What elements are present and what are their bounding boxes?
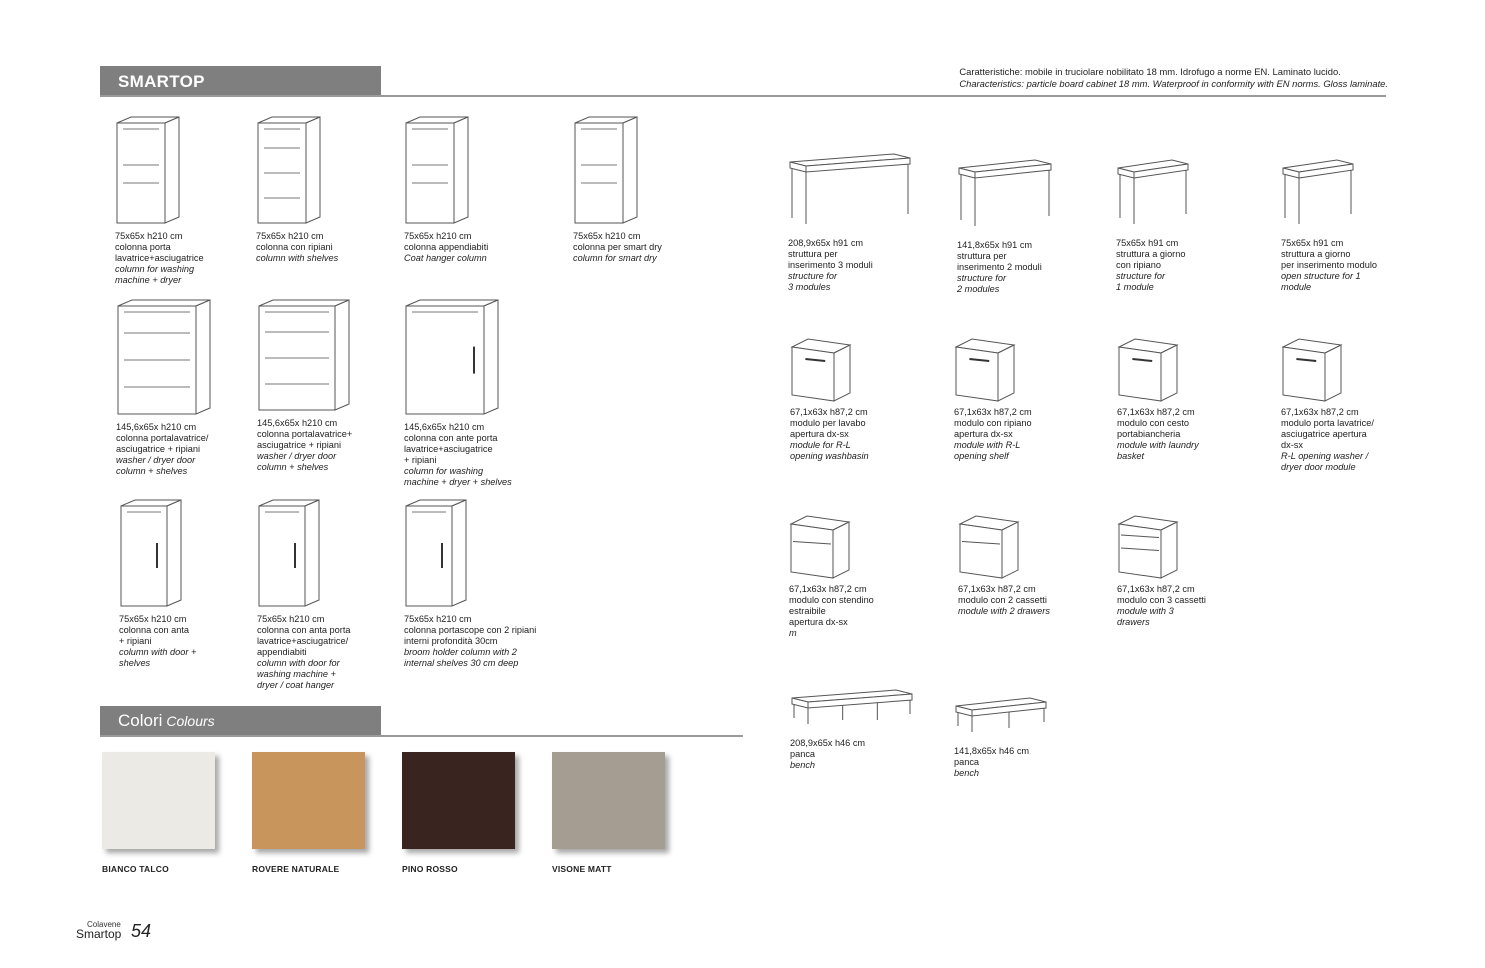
product-drawing: [1281, 337, 1411, 403]
item-name-en: module with laundry: [1117, 440, 1199, 450]
item-name-en: R-L opening washer /: [1281, 451, 1369, 461]
item-name-it: per inserimento modulo: [1281, 260, 1378, 270]
item-name-en: column for smart dry: [573, 253, 657, 263]
item-name-it: lavatrice+asciugatrice/: [257, 636, 349, 646]
item-name-en: column with door +: [119, 647, 197, 657]
spec-english: Characteristics: particle board cabinet 18 mm. Waterproof in conformity with EN norms. Gloss laminate.: [959, 78, 1388, 89]
item-name-it: modulo con ripiano: [954, 418, 1032, 428]
item-name-en: washer / dryer door: [116, 455, 196, 465]
item-name-it: panca: [790, 749, 816, 759]
item-name-en: 1 module: [1116, 282, 1154, 292]
item-dimensions: 67,1x63x h87,2 cm: [1117, 407, 1195, 417]
item-name-it: panca: [954, 757, 980, 767]
item-name-en: module for R-L: [790, 440, 851, 450]
item-name-it: con ripiano: [1116, 260, 1161, 270]
item-name-it: modulo con 2 cassetti: [958, 595, 1047, 605]
item-name-en: machine + dryer: [115, 275, 182, 285]
item-name-en: shelves: [119, 658, 151, 668]
item-name-en: structure for: [957, 273, 1007, 283]
product-item: [1281, 337, 1411, 473]
item-dimensions: 75x65x h91 cm: [1116, 238, 1179, 248]
product-item: [116, 298, 256, 477]
item-dimensions: 75x65x h91 cm: [1281, 238, 1344, 248]
item-name-it: apertura dx-sx: [790, 429, 849, 439]
item-name-en: internal shelves 30 cm deep: [404, 658, 519, 668]
item-name-it: inserimento 3 moduli: [788, 260, 873, 270]
spec-italian: Caratteristiche: mobile in truciolare nobilitato 18 mm. Idrofugo a norme EN. Laminato lucido.: [959, 66, 1341, 77]
product-item: [954, 692, 1094, 779]
item-name-it: asciugatrice + ripiani: [116, 444, 201, 454]
page-title: SMARTOP: [118, 72, 205, 91]
item-name-it: colonna portalavatrice/: [116, 433, 209, 443]
product-drawing: [573, 115, 703, 227]
item-name-en: machine + dryer + shelves: [404, 477, 512, 487]
item-name-en: basket: [1117, 451, 1145, 461]
item-name-en: column for washing: [404, 466, 484, 476]
item-name-it: appendiabiti: [257, 647, 307, 657]
colours-title-it: Colori: [118, 711, 163, 730]
item-name-it: apertura dx-sx: [789, 617, 848, 627]
item-dimensions: 141,8x65x h91 cm: [957, 240, 1033, 250]
item-name-it: colonna per smart dry: [573, 242, 662, 252]
item-name-en: column with door for: [257, 658, 340, 668]
product-drawing: [789, 514, 919, 580]
item-dimensions: 75x65x h210 cm: [115, 231, 183, 241]
item-name-en: structure for: [788, 271, 838, 281]
product-drawing: [404, 115, 534, 227]
product-drawing: [257, 498, 387, 610]
item-name-en: structure for: [1116, 271, 1166, 281]
product-drawing: [790, 337, 920, 403]
item-name-it: lavatrice+asciugatrice: [404, 444, 493, 454]
item-name-en: module with 3: [1117, 606, 1174, 616]
item-name-en: open structure for 1: [1281, 271, 1361, 281]
item-name-en: washer / dryer door: [257, 451, 337, 461]
product-drawing: [404, 298, 554, 418]
product-item: [1117, 514, 1247, 628]
colour-name: PINO ROSSO: [402, 864, 458, 874]
product-drawing: [1281, 154, 1411, 234]
spec-text: [959, 66, 1388, 90]
product-item: [404, 115, 534, 264]
item-name-it: asciugatrice + ripiani: [257, 440, 342, 450]
colours-divider: [100, 735, 743, 737]
item-name-en: bench: [954, 768, 980, 778]
item-name-en: 2 modules: [957, 284, 1000, 294]
item-name-en: module with 2 drawers: [958, 606, 1050, 616]
item-name-en: 3 modules: [788, 282, 831, 292]
item-dimensions: 145,6x65x h210 cm: [404, 422, 485, 432]
product-item: [1117, 337, 1247, 462]
product-item: [790, 684, 930, 771]
colours-title: [118, 711, 215, 731]
item-name-en: dryer / coat hanger: [257, 680, 335, 690]
product-item: [957, 154, 1097, 295]
item-name-it: colonna con ripiani: [256, 242, 333, 252]
product-item: [256, 115, 386, 264]
item-dimensions: 67,1x63x h87,2 cm: [1117, 584, 1195, 594]
item-name-en: washing machine +: [257, 669, 336, 679]
item-name-it: + ripiani: [119, 636, 152, 646]
item-dimensions: 67,1x63x h87,2 cm: [790, 407, 868, 417]
colour-swatch: [402, 752, 515, 849]
product-drawing: [256, 115, 386, 227]
item-name-en: m: [789, 628, 797, 638]
product-item: [790, 337, 920, 462]
item-name-it: colonna appendiabiti: [404, 242, 489, 252]
colour-swatch: [552, 752, 665, 849]
product-item: [1281, 154, 1411, 293]
product-item: [573, 115, 703, 264]
item-dimensions: 208,9x65x h46 cm: [790, 738, 866, 748]
product-item: [789, 514, 919, 639]
item-name-it: colonna con anta: [119, 625, 189, 635]
item-dimensions: 75x65x h210 cm: [573, 231, 641, 241]
item-name-it: + ripiani: [404, 455, 437, 465]
item-name-en: column with shelves: [256, 253, 339, 263]
item-dimensions: 145,6x65x h210 cm: [257, 418, 338, 428]
page-number: 54: [131, 921, 152, 941]
item-name-it: colonna porta: [115, 242, 171, 252]
colours-title-en: Colours: [166, 713, 215, 729]
item-name-it: modulo con stendino: [789, 595, 874, 605]
item-name-en: bench: [790, 760, 816, 770]
product-drawing: [954, 337, 1084, 403]
product-drawing: [1116, 154, 1246, 234]
item-name-en: dryer door module: [1281, 462, 1356, 472]
product-drawing: [119, 498, 239, 610]
item-dimensions: 67,1x63x h87,2 cm: [1281, 407, 1359, 417]
item-name-en: opening washbasin: [790, 451, 869, 461]
product-drawing: [404, 498, 574, 610]
item-dimensions: 145,6x65x h210 cm: [116, 422, 197, 432]
colour-swatch: [252, 752, 365, 849]
header-divider: [100, 95, 1386, 97]
colour-name: VISONE MATT: [552, 864, 612, 874]
item-name-it: colonna portalavatrice+: [257, 429, 353, 439]
colour-name: BIANCO TALCO: [102, 864, 169, 874]
item-name-it: modulo porta lavatrice/: [1281, 418, 1374, 428]
product-item: [404, 298, 554, 488]
product-item: [257, 298, 397, 473]
item-name-it: struttura a giorno: [1116, 249, 1186, 259]
product-drawing: [788, 148, 928, 234]
product-drawing: [790, 684, 930, 734]
item-name-it: asciugatrice apertura: [1281, 429, 1367, 439]
item-dimensions: 208,9x65x h91 cm: [788, 238, 864, 248]
item-dimensions: 75x65x h210 cm: [119, 614, 187, 624]
product-drawing: [958, 514, 1088, 580]
item-dimensions: 75x65x h210 cm: [404, 614, 472, 624]
item-name-it: struttura a giorno: [1281, 249, 1351, 259]
product-item: [788, 148, 928, 293]
item-name-it: modulo per lavabo: [790, 418, 866, 428]
item-name-en: module: [1281, 282, 1312, 292]
item-name-it: struttura per: [788, 249, 838, 259]
item-dimensions: 141,8x65x h46 cm: [954, 746, 1030, 756]
product-drawing: [957, 154, 1097, 236]
product-item: [257, 498, 387, 691]
item-name-en: opening shelf: [954, 451, 1009, 461]
item-name-it: colonna con ante porta: [404, 433, 498, 443]
item-name-en: drawers: [1117, 617, 1150, 627]
product-drawing: [257, 298, 397, 414]
product-drawing: [954, 692, 1094, 742]
product-item: [115, 115, 245, 286]
footer-brand: Colavene: [87, 920, 121, 929]
item-name-it: modulo con cesto: [1117, 418, 1190, 428]
item-name-it: apertura dx-sx: [954, 429, 1013, 439]
item-name-it: estraibile: [789, 606, 826, 616]
item-name-en: column + shelves: [257, 462, 329, 472]
product-item: [954, 337, 1084, 462]
colour-name: ROVERE NATURALE: [252, 864, 340, 874]
item-name-it: inserimento 2 moduli: [957, 262, 1042, 272]
item-name-en: column for washing: [115, 264, 195, 274]
item-name-it: portabiancheria: [1117, 429, 1181, 439]
product-item: [958, 514, 1088, 617]
item-name-it: lavatrice+asciugatrice: [115, 253, 204, 263]
item-name-en: module with R-L: [954, 440, 1021, 450]
colour-swatch: [102, 752, 215, 849]
item-name-it: modulo con 3 cassetti: [1117, 595, 1206, 605]
item-dimensions: 67,1x63x h87,2 cm: [954, 407, 1032, 417]
footer-product-name: Smartop: [76, 927, 122, 941]
item-dimensions: 67,1x63x h87,2 cm: [958, 584, 1036, 594]
item-dimensions: 75x65x h210 cm: [256, 231, 324, 241]
product-item: [1116, 154, 1246, 293]
item-dimensions: 75x65x h210 cm: [404, 231, 472, 241]
item-name-en: broom holder column with 2: [404, 647, 517, 657]
item-dimensions: 67,1x63x h87,2 cm: [789, 584, 867, 594]
product-drawing: [115, 115, 245, 227]
colours-header-bar: [100, 706, 381, 736]
product-drawing: [116, 298, 256, 418]
item-name-it: colonna con anta porta: [257, 625, 351, 635]
item-name-en: Coat hanger column: [404, 253, 487, 263]
product-drawing: [1117, 514, 1247, 580]
item-name-it: interni profondità 30cm: [404, 636, 498, 646]
item-name-it: colonna portascope con 2 ripiani: [404, 625, 537, 635]
item-name-en: column + shelves: [116, 466, 188, 476]
product-item: [404, 498, 574, 669]
product-drawing: [1117, 337, 1247, 403]
product-item: [119, 498, 239, 669]
item-name-it: struttura per: [957, 251, 1007, 261]
item-name-it: dx-sx: [1281, 440, 1303, 450]
section-header-bar: [100, 66, 381, 96]
item-dimensions: 75x65x h210 cm: [257, 614, 325, 624]
